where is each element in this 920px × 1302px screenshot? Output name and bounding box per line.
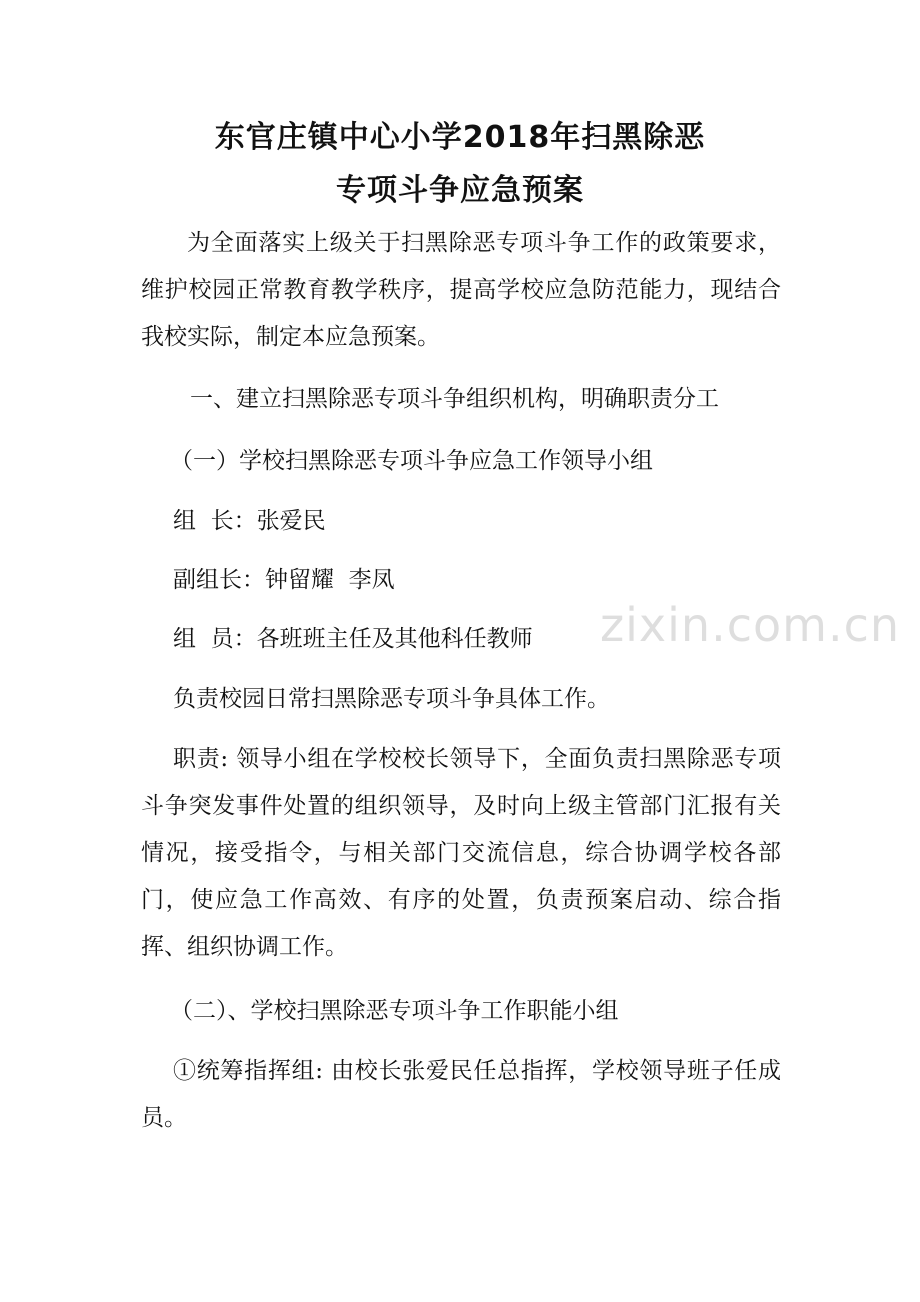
- document-title-line1: 东官庄镇中心小学2018年扫黑除恶: [214, 120, 706, 155]
- members-line: 组 员：各班班主任及其他科任教师: [173, 626, 533, 652]
- duties-paragraph: 职责: 领导小组在学校校长领导下，全面负责扫黑除恶专项斗争突发事件处置的组织领导，及时向上级主管部门汇报有关情况，接受指令，与相关部门交流信息，综合协调学校各部门，使应急工作高效、有序的处置，负责预案启动、综合指挥、组织协调工作。: [141, 746, 781, 960]
- intro-paragraph: 为全面落实上级关于扫黑除恶专项斗争工作的政策要求，维护校园正常教育教学秩序，提高学校应急防范能力，现结合我校实际，制定本应急预案。: [141, 230, 781, 350]
- subsection2-heading: （二）、学校扫黑除恶专项斗争工作职能小组: [170, 998, 619, 1024]
- leader-line: 组 长：张爱民: [173, 508, 326, 534]
- document-title-line2: 专项斗争应急预案: [336, 173, 584, 208]
- section1-heading: 一、建立扫黑除恶专项斗争组织机构，明确职责分工: [190, 386, 719, 412]
- subsection1-heading: （一）学校扫黑除恶专项斗争应急工作领导小组: [170, 448, 653, 474]
- watermark: zixin.com.cn: [600, 598, 901, 652]
- deputy-leader-line: 副组长：钟留耀 李凤: [173, 567, 395, 593]
- item1-paragraph: ①统筹指挥组: 由校长张爱民任总指挥，学校领导班子任成员。: [141, 1058, 781, 1131]
- responsibility-line: 负责校园日常扫黑除恶专项斗争具体工作。: [173, 686, 610, 712]
